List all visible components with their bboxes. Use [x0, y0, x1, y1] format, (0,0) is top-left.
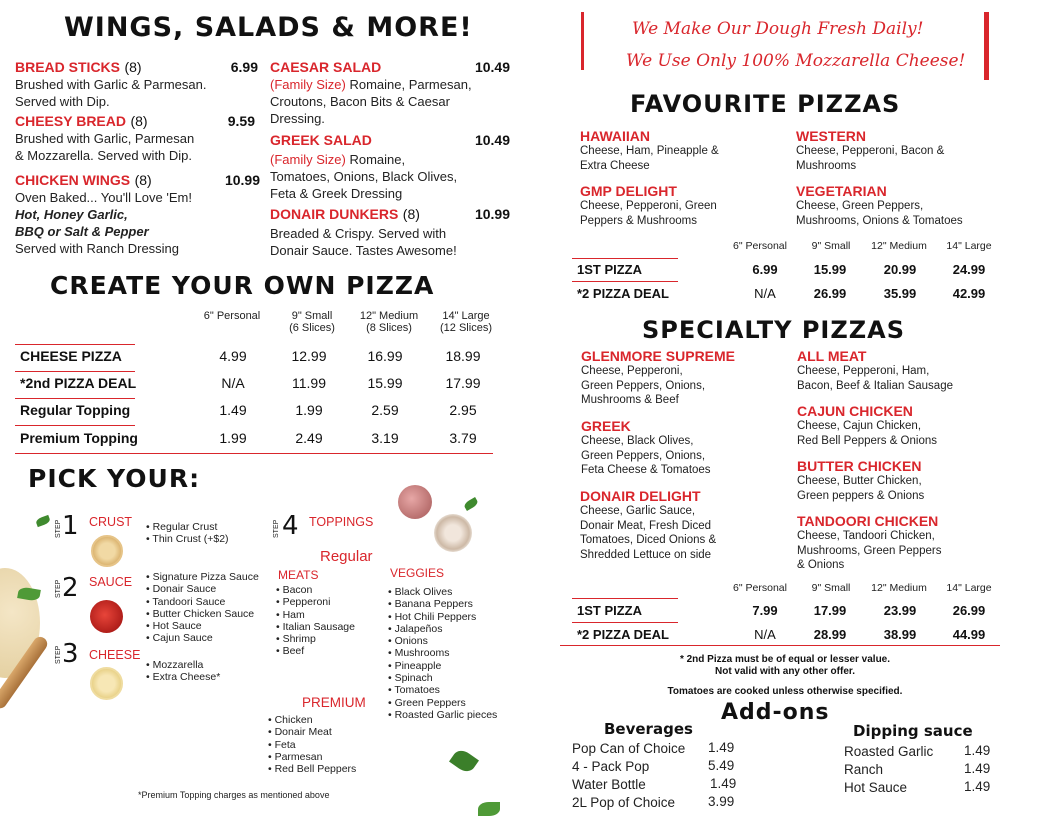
meat-option: • Ham — [276, 609, 355, 621]
create-header-small-size: 9" Small — [291, 310, 333, 322]
spec-pizza-desc: Mushrooms & Beef — [581, 394, 679, 406]
spec-pizza-desc: Cheese, Pepperoni, Ham, — [797, 365, 930, 377]
meat-option: • Pepperoni — [276, 596, 355, 608]
caesar-desc: Romaine, Parmesan, — [345, 77, 472, 92]
step2-number: 2 — [62, 573, 79, 603]
create-row-cheese — [20, 348, 500, 366]
beverages-list — [572, 740, 742, 812]
caesar-salad-price: 10.49 — [474, 59, 510, 75]
create-deal-medium: 15.99 — [367, 375, 403, 391]
veggie-option: • Hot Chili Peppers — [388, 611, 497, 623]
dipping-price: 1.49 — [964, 779, 991, 794]
cheese-option: • Mozzarella — [146, 659, 220, 671]
create-divider-1 — [15, 344, 135, 345]
spec-pizza-desc: & Onions — [797, 559, 845, 571]
create-row-deal — [20, 375, 500, 393]
spec-pizza-desc: Cheese, Tandoori Chicken, — [797, 530, 935, 542]
sauce-option: • Tandoori Sauce — [146, 596, 259, 608]
spec-first-small: 17.99 — [813, 603, 847, 618]
meats-list — [276, 584, 355, 658]
spec-pizza-donair — [580, 488, 790, 562]
cheese-image — [90, 667, 123, 700]
fav-row-first-label: 1ST PIZZA — [577, 262, 643, 277]
cheesy-bread-qty: (8) — [130, 113, 148, 129]
sauce-image — [90, 600, 123, 633]
step4-number: 4 — [282, 511, 299, 541]
addons-title: Add-ons — [721, 700, 830, 725]
create-premium-large: 3.79 — [449, 430, 477, 446]
beverage-name: 2L Pop of Choice — [572, 795, 676, 810]
dipping-price: 1.49 — [964, 743, 991, 758]
spec-row-first — [577, 603, 997, 619]
create-regular-personal: 1.49 — [219, 402, 247, 418]
create-header-large-slices: (12 Slices) — [440, 322, 492, 334]
spec-row-first-label: 1ST PIZZA — [577, 603, 643, 618]
meat-option: • Italian Sausage — [276, 621, 355, 633]
favourite-title: FAVOURITE PIZZAS — [630, 90, 901, 118]
spec-pizza-desc: Green peppers & Onions — [797, 489, 925, 502]
spec-pizza-name: CAJUN CHICKEN — [797, 403, 913, 419]
veggie-option: • Banana Peppers — [388, 598, 497, 610]
create-header-personal — [196, 310, 268, 322]
spec-note-2: Not valid with any other offer. — [714, 666, 855, 677]
premium-option: • Red Bell Peppers — [268, 763, 356, 775]
chicken-wings-price: 10.99 — [224, 172, 260, 188]
spec-pizza-desc: Bacon, Beef & Italian Sausage — [797, 379, 953, 392]
cheese-option: • Extra Cheese* — [146, 671, 220, 683]
veggies-list — [388, 586, 497, 721]
spec-pizza-allmeat — [797, 348, 1007, 393]
premium-list — [268, 714, 356, 775]
bread-sticks-name: BREAD STICKS — [15, 59, 121, 75]
fav-row-deal — [577, 286, 997, 302]
spec-pizza-desc: Cheese, Butter Chicken, — [797, 475, 922, 487]
spec-deal-personal: N/A — [754, 627, 776, 642]
step1-title: CRUST — [89, 515, 133, 529]
premium-option: • Feta — [268, 739, 356, 751]
veggie-option: • Spinach — [388, 672, 497, 684]
fav-first-small: 15.99 — [813, 262, 847, 277]
step4-label: STEP — [273, 519, 280, 538]
regular-title: Regular — [320, 548, 373, 565]
veggie-option: • Pineapple — [388, 660, 497, 672]
step3-number: 3 — [62, 639, 79, 669]
spec-row-deal-label: *2 PIZZA DEAL — [577, 627, 669, 642]
beverages-title: Beverages — [604, 720, 693, 738]
bread-sticks-qty: (8) — [124, 59, 142, 75]
bread-sticks-price: 6.99 — [230, 59, 258, 75]
spec-pizza-desc: Cheese, Pepperoni, — [581, 365, 683, 377]
dipping-title: Dipping sauce — [853, 722, 973, 740]
spec-pizza-butter — [797, 458, 1007, 503]
create-cheese-medium: 16.99 — [367, 348, 403, 364]
create-cheese-large: 18.99 — [445, 348, 481, 364]
fav-pizza-desc: Mushrooms, Onions & Tomatoes — [796, 214, 963, 227]
fav-pizza-desc: Cheese, Pepperoni, Green — [580, 200, 717, 212]
fav-pizza-desc: Cheese, Green Peppers, — [796, 200, 924, 212]
fav-pizza-name: WESTERN — [796, 128, 866, 144]
spec-pizza-desc: Green Peppers, Onions, — [581, 379, 706, 392]
cheesy-bread-desc-2: & Mozzarella. Served with Dip. — [15, 148, 193, 163]
dipping-item — [844, 779, 994, 797]
step2-title: SAUCE — [89, 575, 133, 589]
caesar-salad-item — [270, 59, 510, 127]
meat-option: • Beef — [276, 645, 355, 657]
meat-option: • Bacon — [276, 584, 355, 596]
spec-header-personal: 6" Personal — [733, 582, 787, 594]
bread-sticks-item — [15, 59, 258, 110]
premium-footnote: *Premium Topping charges as mentioned above — [138, 790, 330, 800]
crust-option: • Regular Crust — [146, 521, 229, 533]
sauce-option: • Cajun Sauce — [146, 632, 259, 644]
donair-dunkers-desc: Breaded & Crispy. Served with — [270, 226, 447, 241]
create-header-small-slices: (6 Slices) — [289, 322, 335, 334]
basil-leaf-icon-4 — [449, 747, 479, 776]
basil-leaf-icon-5 — [478, 802, 500, 816]
create-row-regular-label: Regular Topping — [20, 402, 131, 418]
chicken-wings-tagline: Oven Baked... You'll Love 'Em! — [15, 190, 192, 205]
create-row-premium-label: Premium Topping — [20, 430, 138, 446]
create-premium-small: 2.49 — [295, 430, 323, 446]
chicken-wings-item — [15, 172, 260, 257]
fav-deal-medium: 35.99 — [883, 286, 917, 301]
create-deal-large: 17.99 — [445, 375, 481, 391]
create-divider-bottom — [15, 453, 493, 454]
create-premium-medium: 3.19 — [371, 430, 399, 446]
ham-image — [398, 485, 432, 519]
create-row-deal-label: *2nd PIZZA DEAL — [20, 375, 137, 391]
create-regular-medium: 2.59 — [371, 402, 399, 418]
basil-leaf-icon-3 — [463, 497, 479, 511]
greek-size: (Family Size) — [270, 152, 346, 167]
sauce-option: • Donair Sauce — [146, 583, 259, 595]
greek-desc-2: Tomatoes, Onions, Black Olives, — [270, 169, 458, 184]
fav-row-deal-label: *2 PIZZA DEAL — [577, 286, 669, 301]
create-deal-personal: N/A — [221, 375, 245, 391]
spec-note-1: * 2nd Pizza must be of equal or lesser value. — [679, 654, 891, 665]
premium-option: • Parmesan — [268, 751, 356, 763]
fav-pizza-desc: Extra Cheese — [580, 159, 650, 172]
create-row-cheese-label: CHEESE PIZZA — [20, 348, 122, 364]
spec-deal-medium: 38.99 — [883, 627, 917, 642]
donair-dunkers-desc-2: Donair Sauce. Tastes Awesome! — [270, 243, 457, 258]
donair-dunkers-price: 10.99 — [474, 206, 510, 222]
greek-desc: Romaine, — [345, 152, 406, 167]
greek-salad-name: GREEK SALAD — [270, 132, 372, 148]
fav-pizza-gmp — [580, 183, 780, 228]
fav-deal-large: 42.99 — [952, 286, 986, 301]
create-deal-small: 11.99 — [292, 375, 326, 391]
step1-number: 1 — [62, 511, 79, 541]
create-header-personal-size: 6" Personal — [203, 310, 261, 322]
veggie-option: • Mushrooms — [388, 647, 497, 659]
step2-label: STEP — [55, 579, 62, 598]
dipping-price: 1.49 — [964, 761, 991, 776]
bread-sticks-desc: Brushed with Garlic & Parmesan. — [15, 77, 207, 92]
fav-pizza-name: HAWAIIAN — [580, 128, 650, 144]
tagline-bar-left — [581, 12, 584, 70]
donair-dunkers-name: DONAIR DUNKERS — [270, 206, 399, 222]
cheesy-bread-desc: Brushed with Garlic, Parmesan — [15, 131, 195, 146]
veggie-option: • Onions — [388, 635, 497, 647]
fav-divider-1 — [572, 258, 678, 259]
step4-title: TOPPINGS — [309, 515, 374, 529]
spec-pizza-name: DONAIR DELIGHT — [580, 488, 701, 504]
beverage-item — [572, 758, 742, 776]
fav-first-medium: 20.99 — [883, 262, 917, 277]
crust-list — [146, 521, 229, 546]
fav-pizza-western — [796, 128, 996, 173]
beverage-price: 1.49 — [710, 776, 737, 791]
beverage-name: Pop Can of Choice — [572, 741, 686, 756]
veggie-option: • Tomatoes — [388, 684, 497, 696]
create-row-regular — [20, 402, 500, 420]
create-regular-small: 1.99 — [295, 402, 323, 418]
spec-divider-2 — [572, 622, 678, 623]
create-row-premium — [20, 430, 500, 448]
spec-deal-small: 28.99 — [813, 627, 847, 642]
chicken-wings-desc: Served with Ranch Dressing — [15, 241, 180, 256]
spec-pizza-desc: Mushrooms, Green Peppers — [797, 544, 942, 557]
beverage-item — [572, 776, 742, 794]
basil-leaf-icon — [35, 515, 51, 527]
beverage-item — [572, 794, 742, 812]
create-header-medium-slices: (8 Slices) — [366, 322, 412, 334]
greek-salad-item — [270, 132, 510, 202]
spec-row-deal — [577, 627, 997, 643]
chicken-wings-name: CHICKEN WINGS — [15, 172, 131, 188]
spec-pizza-tandoori — [797, 513, 1007, 573]
caesar-desc-3: Dressing. — [270, 111, 325, 126]
spec-note-3: Tomatoes are cooked unless otherwise specified. — [667, 686, 903, 697]
spec-pizza-desc: Donair Meat, Fresh Diced — [580, 519, 712, 532]
spec-pizza-desc: Cheese, Cajun Chicken, — [797, 420, 922, 432]
step3-label: STEP — [55, 645, 62, 664]
create-title: CREATE YOUR OWN PIZZA — [50, 271, 435, 300]
spec-header-small: 9" Small — [811, 582, 851, 594]
cheesy-bread-price: 9.59 — [227, 113, 255, 129]
spec-divider-bottom — [560, 645, 1000, 646]
spec-pizza-desc: Tomatoes, Diced Onions & — [580, 534, 717, 546]
fav-divider-2 — [572, 281, 678, 282]
fav-deal-personal: N/A — [754, 286, 776, 301]
beverage-price: 3.99 — [708, 794, 735, 809]
beverage-name: 4 - Pack Pop — [572, 759, 650, 774]
step3-title: CHEESE — [89, 648, 141, 662]
sauce-option: • Butter Chicken Sauce — [146, 608, 259, 620]
create-cheese-personal: 4.99 — [219, 348, 247, 364]
veggies-title: VEGGIES — [390, 566, 445, 580]
spec-pizza-desc: Cheese, Garlic Sauce, — [580, 505, 696, 517]
create-cheese-small: 12.99 — [291, 348, 327, 364]
create-header-medium-size: 12" Medium — [359, 310, 419, 322]
spec-pizza-glenmore — [581, 348, 791, 408]
create-header-medium — [353, 310, 425, 334]
fav-first-large: 24.99 — [952, 262, 986, 277]
specialty-title: SPECIALTY PIZZAS — [642, 316, 905, 344]
dipping-name: Ranch — [844, 762, 884, 777]
greek-desc-3: Feta & Greek Dressing — [270, 186, 403, 201]
spec-pizza-name: GLENMORE SUPREME — [581, 348, 736, 364]
sauce-list — [146, 571, 259, 645]
spec-pizza-greek — [581, 418, 791, 478]
dipping-list — [844, 743, 994, 797]
fav-header-large: 14" Large — [946, 240, 992, 252]
fav-header-personal: 6" Personal — [733, 240, 787, 252]
crust-image — [91, 535, 123, 567]
spec-pizza-desc: Cheese, Black Olives, — [581, 435, 694, 447]
tagline-line-2: We Use Only 100% Mozzarella Cheese! — [626, 51, 966, 71]
meat-option: • Shrimp — [276, 633, 355, 645]
fav-pizza-hawaiian — [580, 128, 780, 173]
create-premium-personal: 1.99 — [219, 430, 247, 446]
spec-pizza-name: BUTTER CHICKEN — [797, 458, 922, 474]
chicken-wings-qty: (8) — [134, 172, 152, 188]
fav-pizza-vegetarian — [796, 183, 1006, 228]
spec-divider-1 — [572, 598, 678, 599]
veggie-option: • Jalapeños — [388, 623, 497, 635]
cheesy-bread-item — [15, 113, 258, 164]
fav-first-personal: 6.99 — [752, 262, 778, 277]
create-header-large — [430, 310, 502, 334]
tagline-line-1: We Make Our Dough Fresh Daily! — [632, 19, 924, 39]
dipping-item — [844, 743, 994, 761]
caesar-size: (Family Size) — [270, 77, 346, 92]
spec-pizza-desc: Green Peppers, Onions, — [581, 449, 706, 462]
spec-first-large: 26.99 — [952, 603, 986, 618]
veggie-option: • Roasted Garlic pieces — [388, 709, 497, 721]
create-regular-large: 2.95 — [449, 402, 477, 418]
dipping-item — [844, 761, 994, 779]
greek-salad-price: 10.49 — [474, 132, 510, 148]
create-header-small — [276, 310, 348, 334]
spec-pizza-name: TANDOORI CHICKEN — [797, 513, 939, 529]
fav-pizza-desc: Cheese, Ham, Pineapple & — [580, 145, 719, 157]
beverage-price: 5.49 — [708, 758, 735, 773]
caesar-desc-2: Croutons, Bacon Bits & Caesar — [270, 94, 450, 109]
premium-option: • Chicken — [268, 714, 356, 726]
wings-title: WINGS, SALADS & MORE! — [64, 12, 473, 43]
create-divider-3 — [15, 398, 135, 399]
spec-pizza-cajun — [797, 403, 1007, 448]
fav-header-medium: 12" Medium — [871, 240, 927, 252]
spec-pizza-name: GREEK — [581, 418, 631, 434]
donair-dunkers-item — [270, 206, 510, 259]
dipping-name: Hot Sauce — [844, 780, 908, 795]
create-divider-4 — [15, 425, 135, 426]
premium-title: PREMIUM — [302, 695, 366, 710]
veggie-option: • Green Peppers — [388, 697, 497, 709]
tagline-bar-right — [984, 12, 989, 80]
spec-pizza-name: ALL MEAT — [797, 348, 867, 364]
bread-sticks-desc-2: Served with Dip. — [15, 94, 110, 109]
crust-option: • Thin Crust (+$2) — [146, 533, 229, 545]
spec-header-large: 14" Large — [946, 582, 992, 594]
sauce-option: • Signature Pizza Sauce — [146, 571, 259, 583]
fav-pizza-desc: Mushrooms — [796, 159, 857, 172]
meats-title: MEATS — [278, 568, 319, 582]
spec-first-medium: 23.99 — [883, 603, 917, 618]
spec-first-personal: 7.99 — [752, 603, 778, 618]
create-divider-2 — [15, 371, 135, 372]
veggie-option: • Black Olives — [388, 586, 497, 598]
premium-option: • Donair Meat — [268, 726, 356, 738]
chicken-wings-flavors: Hot, Honey Garlic, — [15, 207, 128, 222]
fav-header-small: 9" Small — [811, 240, 851, 252]
spec-header-medium: 12" Medium — [871, 582, 927, 594]
create-header-large-size: 14" Large — [442, 310, 490, 322]
spec-deal-large: 44.99 — [952, 627, 986, 642]
fav-row-first — [577, 262, 997, 278]
spec-pizza-desc: Feta Cheese & Tomatoes — [581, 464, 711, 476]
spec-pizza-desc: Shredded Lettuce on side — [580, 548, 712, 561]
spec-pizza-desc: Red Bell Peppers & Onions — [797, 434, 937, 447]
beverage-price: 1.49 — [708, 740, 735, 755]
fav-pizza-name: VEGETARIAN — [796, 183, 887, 199]
chicken-wings-flavors-2: BBQ or Salt & Pepper — [15, 224, 149, 239]
donair-dunkers-qty: (8) — [402, 206, 420, 222]
fav-pizza-desc: Peppers & Mushrooms — [580, 214, 697, 227]
beverage-item — [572, 740, 742, 758]
fav-pizza-desc: Cheese, Pepperoni, Bacon & — [796, 145, 945, 157]
sauce-option: • Hot Sauce — [146, 620, 259, 632]
cheesy-bread-name: CHEESY BREAD — [15, 113, 126, 129]
fav-deal-small: 26.99 — [813, 286, 847, 301]
mushroom-image — [434, 514, 472, 552]
pick-title: PICK YOUR: — [28, 464, 201, 493]
caesar-salad-name: CAESAR SALAD — [270, 59, 382, 75]
beverage-name: Water Bottle — [572, 777, 646, 792]
cheese-list — [146, 659, 220, 684]
dipping-name: Roasted Garlic — [844, 744, 934, 759]
fav-pizza-name: GMP DELIGHT — [580, 183, 677, 199]
step1-label: STEP — [55, 519, 62, 538]
